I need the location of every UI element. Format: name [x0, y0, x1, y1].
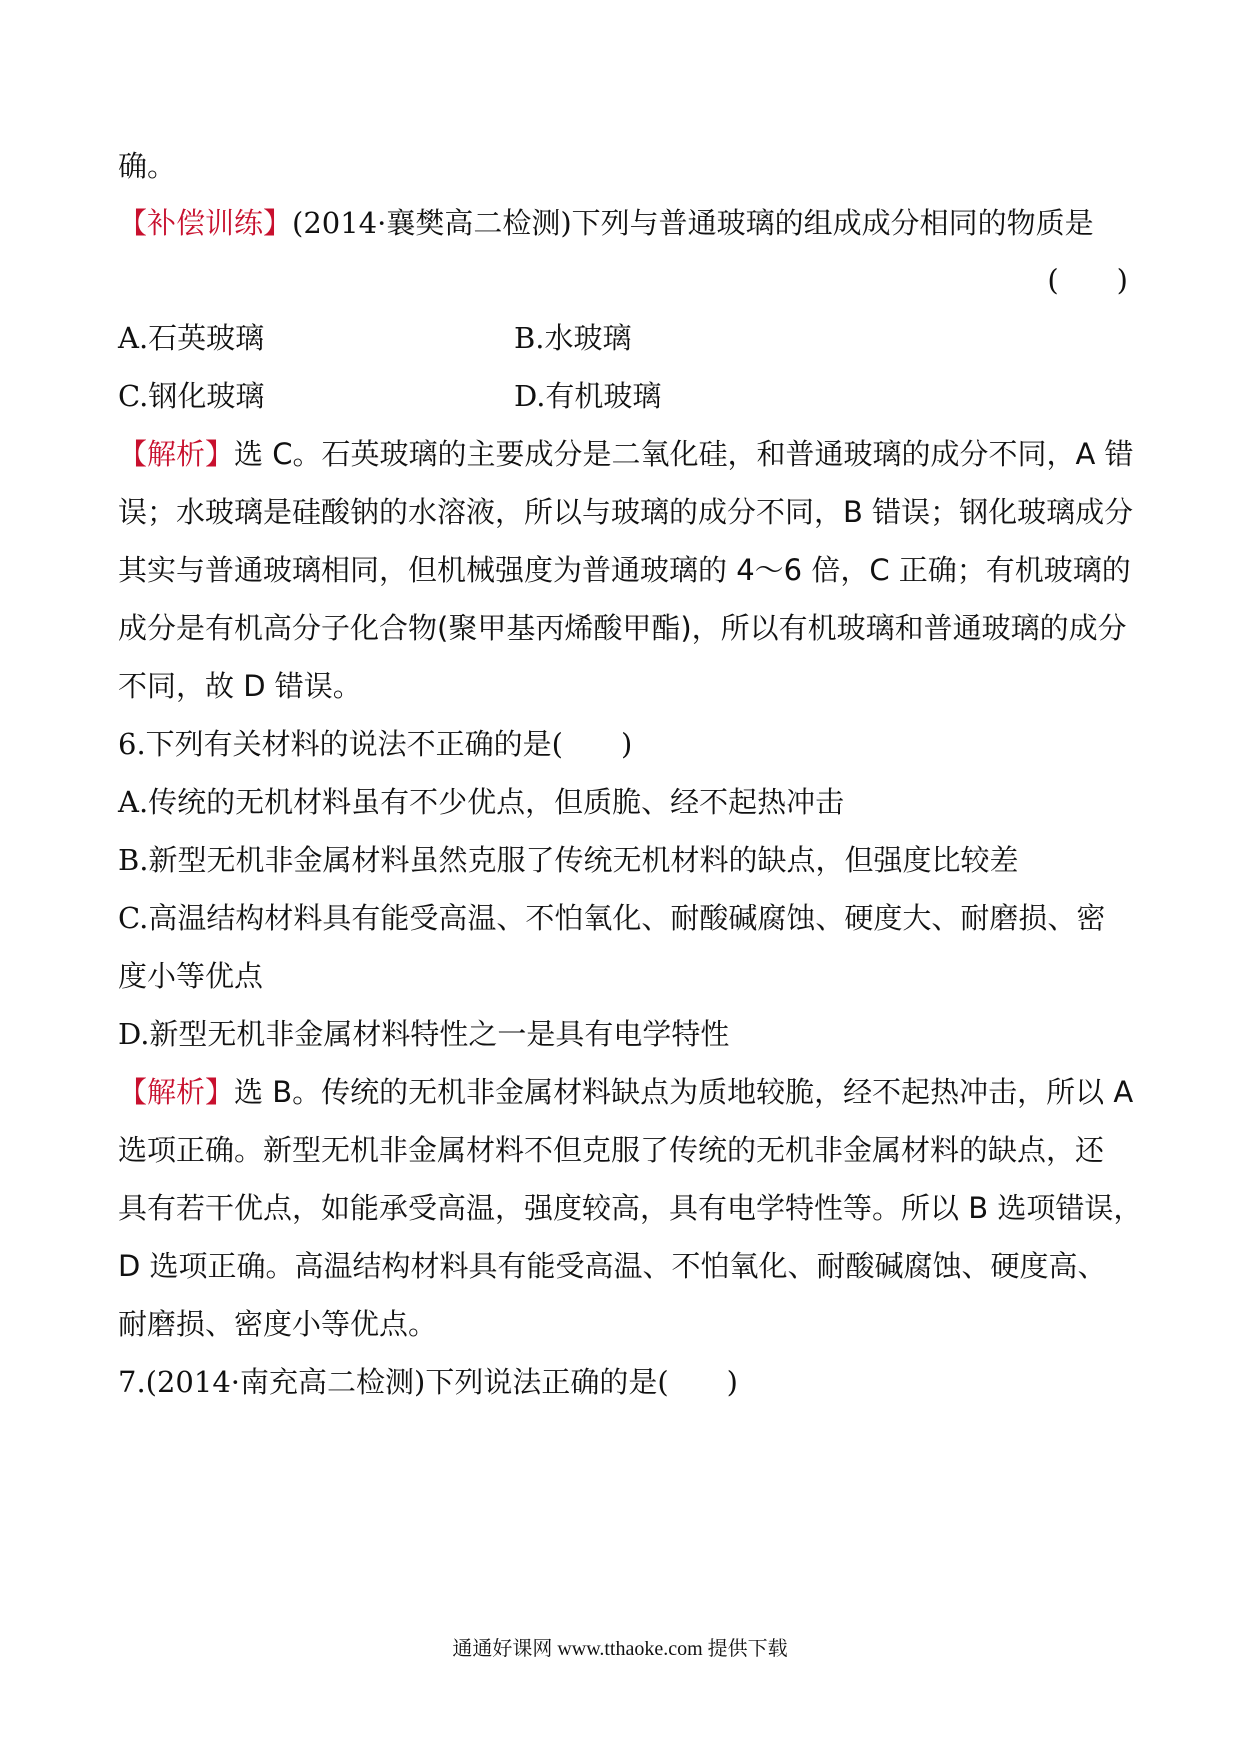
line-text: A.传统的无机材料虽有不少优点，但质脆、经不起热冲击: [118, 785, 845, 819]
analysis-tag: 【解析】: [118, 1075, 235, 1109]
option-line: [118, 782, 1128, 822]
analysis-text: 选 B。传统的无机非金属材料缺点为质地较脆，经不起热冲击，所以 A: [234, 1075, 1134, 1109]
line-text: 误；水玻璃是硅酸钠的水溶液，所以与玻璃的成分不同，B 错误；钢化玻璃成分: [118, 495, 1134, 529]
line-text: 6.下列有关材料的说法不正确的是( ): [118, 727, 633, 761]
option-line: [118, 1014, 1128, 1054]
line-text: 耐磨损、密度小等优点。: [118, 1307, 438, 1341]
line-text: 度小等优点: [118, 959, 264, 993]
text-line: [118, 492, 1134, 532]
options-row: [118, 318, 1128, 358]
line-text: 确。: [118, 149, 177, 183]
line-text: ( ): [1047, 263, 1128, 297]
line-text: 选项正确。新型无机非金属材料不但克服了传统的无机非金属材料的缺点，还: [118, 1133, 1105, 1167]
option-a: A.石英玻璃: [118, 321, 265, 355]
line-text: 成分是有机高分子化合物(聚甲基丙烯酸甲酯)，所以有机玻璃和普通玻璃的成分: [118, 611, 1127, 645]
line-text: 7.(2014·南充高二检测)下列说法正确的是( ): [118, 1365, 738, 1399]
line-text: D.新型无机非金属材料特性之一是具有电学特性: [118, 1017, 730, 1051]
option-line: [118, 956, 1128, 996]
line-text: 具有若干优点，如能承受高温，强度较高，具有电学特性等。所以 B 选项错误，: [118, 1191, 1143, 1225]
exercise-heading: [118, 203, 1128, 243]
text-line: [118, 1304, 1128, 1344]
option-c: C.钢化玻璃: [118, 379, 265, 413]
analysis-text: 选 C。石英玻璃的主要成分是二氧化硅，和普通玻璃的成分不同，A 错: [234, 437, 1134, 471]
question-line: [118, 724, 1128, 764]
text-line: [118, 146, 1128, 186]
text-line: [118, 1130, 1128, 1170]
line-text: 其实与普通玻璃相同，但机械强度为普通玻璃的 4～6 倍，C 正确；有机玻璃的: [118, 553, 1131, 587]
text-line: [118, 550, 1131, 590]
answer-bracket: [118, 260, 1128, 300]
analysis-tag: 【解析】: [118, 437, 235, 471]
text-line: [118, 666, 1128, 706]
analysis-line: [118, 1072, 1134, 1112]
line-text: B.新型无机非金属材料虽然克服了传统无机材料的缺点，但强度比较差: [118, 843, 1019, 877]
text-line: [118, 1246, 1128, 1286]
line-text: 不同，故 D 错误。: [118, 669, 362, 703]
line-text: D 选项正确。高温结构材料具有能受高温、不怕氧化、耐酸碱腐蚀、硬度高、: [118, 1249, 1107, 1283]
option-d: D.有机玻璃: [514, 379, 662, 413]
text-line: [118, 1188, 1143, 1228]
option-b: B.水玻璃: [514, 321, 632, 355]
options-row: [118, 376, 1128, 416]
option-line: [118, 840, 1128, 880]
page-footer: 通通好课网 www.tthaoke.com 提供下载: [452, 1638, 788, 1660]
question-text: (2014·襄樊高二检测)下列与普通玻璃的组成成分相同的物质是: [292, 206, 1094, 240]
question-line: [118, 1362, 1128, 1402]
section-tag: 【补偿训练】: [118, 206, 293, 240]
option-line: [118, 898, 1128, 938]
text-line: [118, 608, 1128, 648]
analysis-line: [118, 434, 1134, 474]
line-text: C.高温结构材料具有能受高温、不怕氧化、耐酸碱腐蚀、硬度大、耐磨损、密: [118, 901, 1106, 935]
